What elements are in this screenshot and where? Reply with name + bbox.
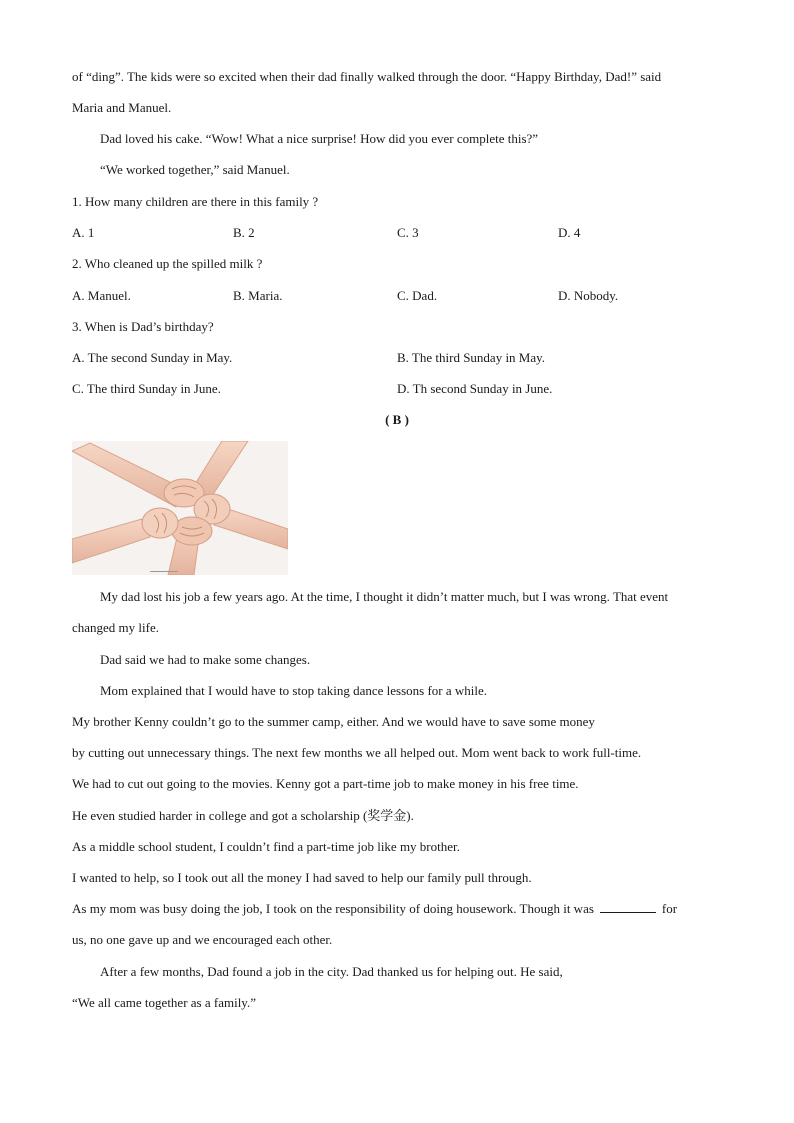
- passage-a-line-4: “We worked together,” said Manuel.: [100, 162, 290, 177]
- passage-b-paragraph-1b: changed my life.: [72, 620, 159, 635]
- passage-b-line-5: by cutting out unnecessary things. The next few months we all helped out. Mom went back to work full-time.: [72, 745, 642, 760]
- question-1-option-c: C. 3: [397, 225, 419, 240]
- passage-b-line-8: As a middle school student, I couldn’t find a part-time job like my brother.: [72, 839, 460, 854]
- passage-b-line-10: [72, 901, 677, 917]
- passage-b-line-10-before-blank: As my mom was busy doing the job, I took on the responsibility of doing housework. Though it was: [72, 901, 594, 916]
- question-2-option-c: C. Dad.: [397, 288, 438, 303]
- question-1-stem: 1. How many children are there in this family ?: [72, 194, 319, 209]
- question-2-option-b: B. Maria.: [233, 288, 283, 303]
- passage-b-paragraph-12: After a few months, Dad found a job in the city. Dad thanked us for helping out. He said,: [100, 964, 563, 979]
- passage-b-line-10-after-blank: for: [661, 901, 678, 916]
- passage-b-paragraph-2: Dad said we had to make some changes.: [100, 652, 311, 667]
- passage-b-line-4: My brother Kenny couldn’t go to the summer camp, either. And we would have to save some money: [72, 714, 595, 729]
- question-1-option-b: B. 2: [233, 225, 255, 240]
- hands-photo: [72, 441, 288, 575]
- passage-b-paragraph-1a: My dad lost his job a few years ago. At the time, I thought it didn’t matter much, but I was wrong. That event: [100, 589, 669, 604]
- section-b-heading: ( B ): [385, 412, 409, 427]
- question-3-stem: 3. When is Dad’s birthday?: [72, 319, 214, 334]
- passage-a-line-2: Maria and Manuel.: [72, 100, 172, 115]
- passage-b-line-6: We had to cut out going to the movies. Kenny got a part-time job to make money in his free time.: [72, 776, 579, 791]
- question-1-option-d: D. 4: [558, 225, 581, 240]
- answer-blank: [600, 901, 656, 913]
- question-3-option-c: C. The third Sunday in June.: [72, 381, 221, 396]
- hands-illustration: [72, 441, 288, 575]
- passage-b-line-11: us, no one gave up and we encouraged each other.: [72, 932, 333, 947]
- passage-b-paragraph-3: Mom explained that I would have to stop taking dance lessons for a while.: [100, 683, 488, 698]
- question-2-option-d: D. Nobody.: [558, 288, 619, 303]
- passage-b-line-7: He even studied harder in college and got a scholarship (奖学金).: [72, 808, 414, 823]
- passage-a-line-3: Dad loved his cake. “Wow! What a nice surprise! How did you ever complete this?”: [100, 131, 539, 146]
- question-2-stem: 2. Who cleaned up the spilled milk ?: [72, 256, 263, 271]
- question-3-option-d: D. Th second Sunday in June.: [397, 381, 553, 396]
- question-3-option-a: A. The second Sunday in May.: [72, 350, 233, 365]
- passage-b-line-13: “We all came together as a family.”: [72, 995, 256, 1010]
- question-1-option-a: A. 1: [72, 225, 95, 240]
- passage-a-line-1: of “ding”. The kids were so excited when their dad finally walked through the door. “Happy Birthday, Dad!” said: [72, 69, 662, 84]
- question-3-option-b: B. The third Sunday in May.: [397, 350, 546, 365]
- passage-b-line-9: I wanted to help, so I took out all the money I had saved to help our family pull through.: [72, 870, 532, 885]
- question-2-option-a: A. Manuel.: [72, 288, 131, 303]
